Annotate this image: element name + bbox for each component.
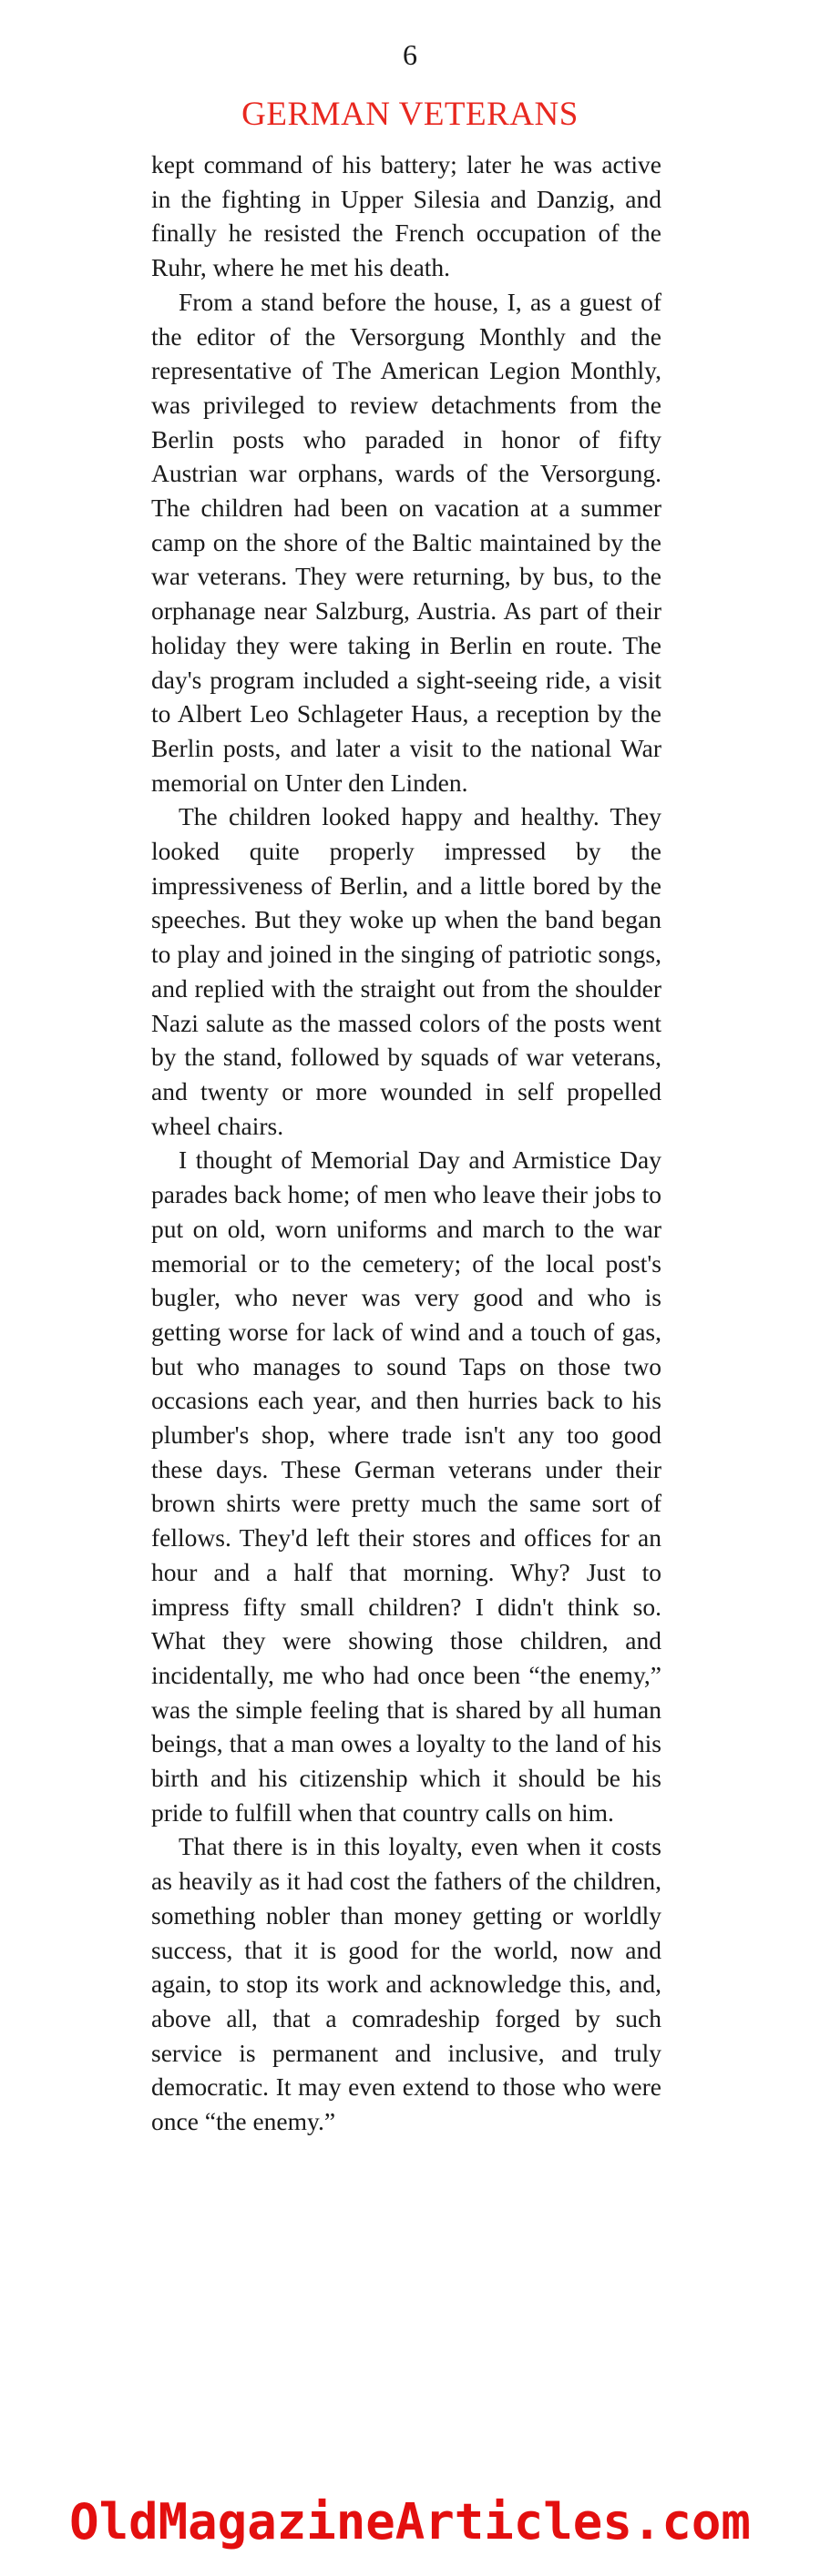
page-number: 6 [403,38,417,71]
article-body [151,148,661,2139]
site-watermark-banner: OldMagazineArticles.com [69,2493,751,2551]
article-paragraph-5: That there is in this loyalty, even when it costs as heavily as it had cost the fathers of the children, something nobler than money getting or worldly success, that it is good for the world, now and again, to stop its work and acknowledge this, and, above all, that a comradeship forged by such service is permanent and inclusive, and truly democratic. It may even extend to those who were once “the enemy.” [151,1832,661,2136]
article-paragraph-3: The children looked happy and healthy. They looked quite properly impressed by the impressiveness of Berlin, and a little bored by the speeches. But they woke up when the band began to play and joined in the singing of patriotic songs, and replied with the straight out from the shoulder Nazi salute as the massed colors of the posts went by the stand, followed by squads of war veterans, and twenty or more wounded in self propelled wheel chairs. [151,802,661,1140]
article-paragraph-1: kept command of his battery; later he was active in the fighting in Upper Silesia and Danzig, and finally he resisted the French occupation of the Ruhr, where he met his death. [151,150,661,282]
article-paragraph-2: From a stand before the house, I, as a guest of the editor of the Versorgung Monthly and the representative of The American Legion Monthly, was privileged to review detachments from the Berlin posts who paraded in honor of fifty Austrian war orphans, wards of the Versorgung. The children had been on vacation at a summer camp on the shore of the Baltic maintained by the war veterans. They were returning, by bus, to the orphanage near Salzburg, Austria. As part of their holiday they were taking in Berlin en route. The day's program included a sight-seeing ride, a visit to Albert Leo Schlageter Haus, a reception by the Berlin posts, and later a visit to the national War memorial on Unter den Linden. [151,287,661,797]
article-paragraph-4: I thought of Memorial Day and Armistice Day parades back home; of men who leave their jobs to put on old, worn uniforms and march to the war memorial or to the cemetery; of the local post's bugler, who never was very good and who is getting worse for lack of wind and a touch of gas, but who manages to sound Taps on those two occasions each year, and then hurries back to his plumber's shop, where trade isn't any too good these days. These German veterans under their brown shirts were pretty much the same sort of fellows. They'd left their stores and offices for an hour and a half that morning. Why? Just to impress fifty small children? I didn't think so. What they were showing those children, and incidentally, me who had once been “the enemy,” was the simple feeling that is shared by all human beings, that a man owes a loyalty to the land of his birth and his citizenship which it should be his pride to fulfill when that country calls on him. [151,1145,661,1827]
section-title: GERMAN VETERANS [241,96,579,133]
